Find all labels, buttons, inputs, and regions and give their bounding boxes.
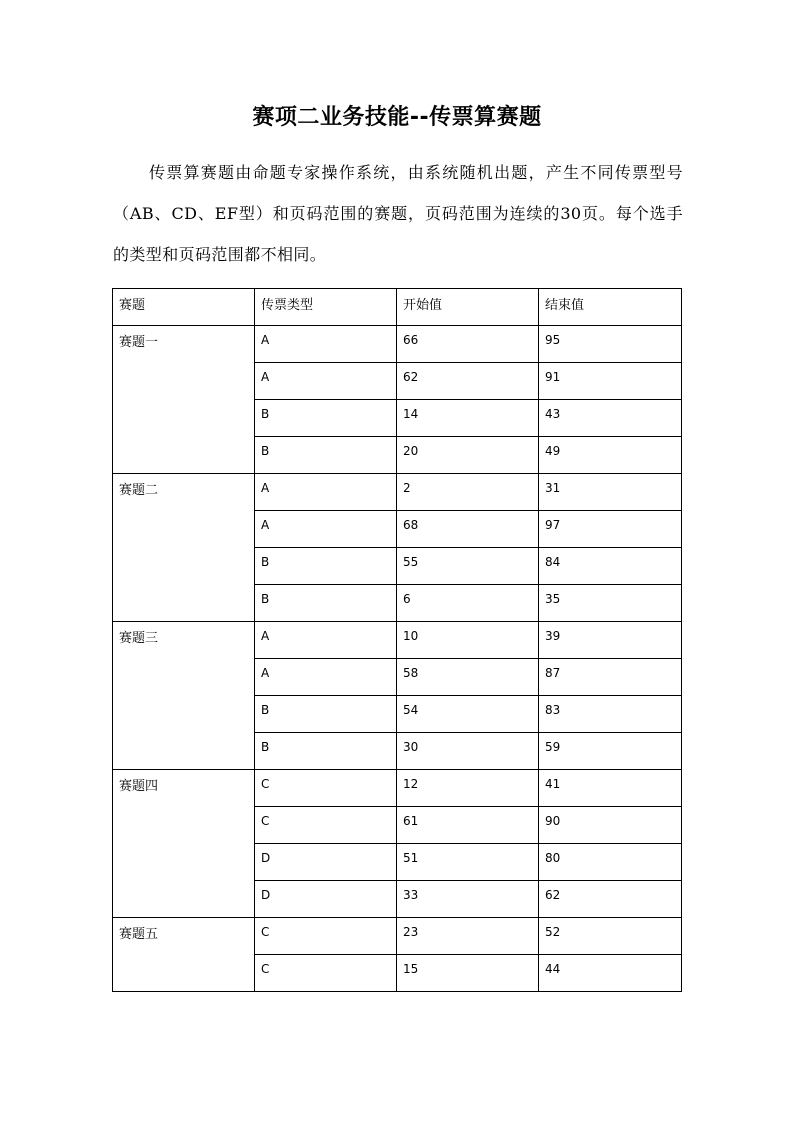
start-value-cell: 12 <box>397 770 539 807</box>
question-label-cell: 赛题一 <box>113 326 255 474</box>
table-row <box>113 918 682 955</box>
start-value-cell: 6 <box>397 585 539 622</box>
page-title: 赛项二业务技能--传票算赛题 <box>252 105 542 130</box>
ticket-type-cell: A <box>255 326 397 363</box>
ticket-type-cell: C <box>255 770 397 807</box>
ticket-type-cell: B <box>255 400 397 437</box>
end-value-cell: 91 <box>539 363 682 400</box>
start-value-cell: 14 <box>397 400 539 437</box>
start-value-cell: 33 <box>397 881 539 918</box>
ticket-type-cell: B <box>255 696 397 733</box>
start-value-cell: 10 <box>397 622 539 659</box>
end-value-cell: 84 <box>539 548 682 585</box>
start-value-cell: 23 <box>397 918 539 955</box>
table-body <box>113 326 682 992</box>
end-value-cell: 87 <box>539 659 682 696</box>
header-question: 赛题 <box>113 289 255 326</box>
table-row <box>113 622 682 659</box>
ticket-type-cell: A <box>255 363 397 400</box>
question-label-cell: 赛题四 <box>113 770 255 918</box>
end-value-cell: 39 <box>539 622 682 659</box>
end-value-cell: 44 <box>539 955 682 992</box>
ticket-type-cell: B <box>255 437 397 474</box>
end-value-cell: 83 <box>539 696 682 733</box>
end-value-cell: 31 <box>539 474 682 511</box>
ticket-type-cell: B <box>255 585 397 622</box>
start-value-cell: 58 <box>397 659 539 696</box>
end-value-cell: 80 <box>539 844 682 881</box>
question-label-cell: 赛题五 <box>113 918 255 992</box>
ticket-type-cell: C <box>255 955 397 992</box>
end-value-cell: 52 <box>539 918 682 955</box>
header-start-value: 开始值 <box>397 289 539 326</box>
ticket-type-cell: A <box>255 511 397 548</box>
header-end-value: 结束值 <box>539 289 682 326</box>
intro-paragraph: 传票算赛题由命题专家操作系统，由系统随机出题，产生不同传票型号（AB、CD、EF型）和页码范围的赛题，页码范围为连续的30页。每个选手的类型和页码范围都不相同。 <box>113 163 683 264</box>
start-value-cell: 30 <box>397 733 539 770</box>
question-label-cell: 赛题二 <box>113 474 255 622</box>
end-value-cell: 41 <box>539 770 682 807</box>
start-value-cell: 54 <box>397 696 539 733</box>
header-ticket-type: 传票类型 <box>255 289 397 326</box>
start-value-cell: 62 <box>397 363 539 400</box>
start-value-cell: 61 <box>397 807 539 844</box>
ticket-type-cell: D <box>255 881 397 918</box>
ticket-range-table <box>112 288 682 992</box>
ticket-type-cell: C <box>255 918 397 955</box>
end-value-cell: 95 <box>539 326 682 363</box>
start-value-cell: 55 <box>397 548 539 585</box>
ticket-type-cell: B <box>255 548 397 585</box>
end-value-cell: 90 <box>539 807 682 844</box>
table-row <box>113 326 682 363</box>
start-value-cell: 20 <box>397 437 539 474</box>
ticket-type-cell: A <box>255 659 397 696</box>
end-value-cell: 43 <box>539 400 682 437</box>
start-value-cell: 51 <box>397 844 539 881</box>
end-value-cell: 62 <box>539 881 682 918</box>
ticket-type-cell: C <box>255 807 397 844</box>
start-value-cell: 68 <box>397 511 539 548</box>
table-header-row <box>113 289 682 326</box>
question-label-cell: 赛题三 <box>113 622 255 770</box>
start-value-cell: 15 <box>397 955 539 992</box>
table-row <box>113 770 682 807</box>
table-row <box>113 474 682 511</box>
end-value-cell: 59 <box>539 733 682 770</box>
ticket-type-cell: A <box>255 622 397 659</box>
end-value-cell: 97 <box>539 511 682 548</box>
start-value-cell: 2 <box>397 474 539 511</box>
ticket-type-cell: A <box>255 474 397 511</box>
end-value-cell: 49 <box>539 437 682 474</box>
end-value-cell: 35 <box>539 585 682 622</box>
start-value-cell: 66 <box>397 326 539 363</box>
ticket-type-cell: B <box>255 733 397 770</box>
ticket-type-cell: D <box>255 844 397 881</box>
